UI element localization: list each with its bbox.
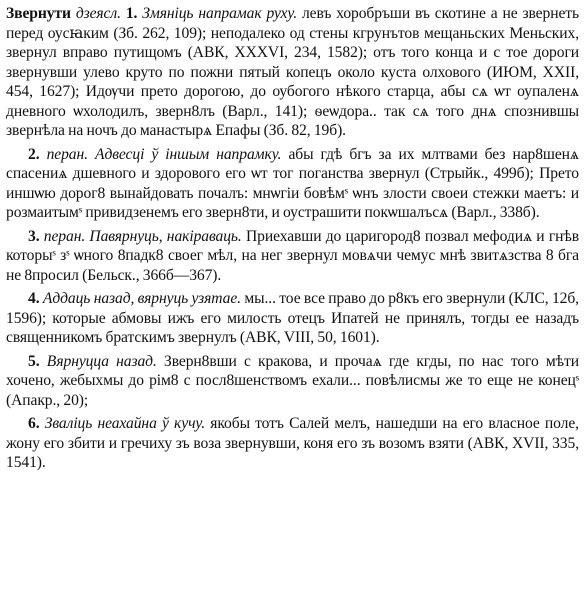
sense-number: 5. (28, 352, 40, 370)
sense-number: 3. (28, 227, 40, 245)
sense-3 (6, 227, 579, 286)
sense-examples: левъ хоробръши въ скотине а не звернеть перед оусꙗким (Зб. 262, 109); неподалеко од стены кгрунътов мещаньских Меньских, звернул вправо путищомъ (АВК, XXXVI, 234, 1582); отъ того конца и с тое дороги звернувши улево круто по пожни пятый копецъ около куста олхового (ИЮМ, XXII, 454, 1627); Идѹчи прето дорогою, до оубогого нѣкого старца, абы сѧ ѡт оупаленѧ дневного ѡхолодилъ, зверн8лъ (Варл., 141); ѳеѡдора.. так сѧ того днѧ спознившы звернѣла на ночъ до манастырѧ Епафы (Зб. 82, 19б). (6, 5, 579, 139)
sense-gloss: Зваліць неахайна ў кучу. (44, 415, 206, 432)
sense-gloss: Змяніць напрамак руху. (142, 5, 298, 22)
sense-number: 2. (28, 145, 40, 163)
sense-examples: Зверн8вши с кракова, и прочаѧ где кгды, по нас того мѣти хочено, жебыхмы до рiм8 с посл8шенствомъ ехали... повѣлисмы же то еще не конецˢ (Апакр., 20); (6, 352, 579, 409)
sense-examples: абы гдѣ бгъ за их млтвами без нар8шенѧ спасениѧ дшевного и здорового его ѡт тог поганства звернул (Стрыйк., 499б); Прето иншѡю дорог8 вынайдовать почалъ: мнѡгiи бовѣмˢ ѡнъ злости своеи стежки маетъ: и розмаитымˢ привидзенемъ его зверн8ти, и оустрашити покѡшалъсѧ (Варл., 338б). (6, 145, 579, 221)
sense-examples: Приехавши до царигород8 позвал мефодиѧ и гнѣв которыˢ зˢ ѡного 8падк8 своег мѣл, на нег звернул мовѧчи чемус мнѣ звитѧзства 8 бга не 8просил (Бельск., 366б—367). (6, 227, 579, 284)
sense-1 (6, 4, 579, 141)
sense-gloss: Аддаць назад, вярнуць узятае. (42, 290, 241, 307)
headword: Звернути (6, 5, 71, 22)
sense-number: 4. (28, 290, 40, 307)
sense-examples: мы... тое все право до р8къ его звернули (КЛС, 12б, 1596); которые абмовы ижъ его милость отецъ Ипатей не принялъ, тогды ее назадъ священникомъ братскимъ звернулъ (АВК, VIII, 50, 1601). (6, 290, 579, 346)
grammar-label: дзеясл. (75, 5, 121, 22)
sense-gloss: Адвесці ў іншым напрамку. (95, 145, 282, 163)
sense-gloss: Вярнуцца назад. (46, 352, 157, 370)
sense-4 (6, 289, 579, 348)
sense-number: 6. (28, 415, 40, 432)
sense-number: 1. (125, 5, 138, 22)
grammar-label: перан. (46, 145, 88, 163)
sense-6 (6, 414, 579, 473)
sense-5 (6, 352, 579, 411)
sense-2 (6, 145, 579, 223)
grammar-label: перан. (43, 227, 86, 245)
sense-examples: якобы тотъ Салей мелъ, нашедши на его власное поле, жону его збити и гречиху зъ воза звернувши, коня его зъ возомъ взяти (АВК, XVII, 335, 1541). (6, 415, 579, 471)
sense-gloss: Павярнуць, накіраваць. (89, 227, 242, 245)
